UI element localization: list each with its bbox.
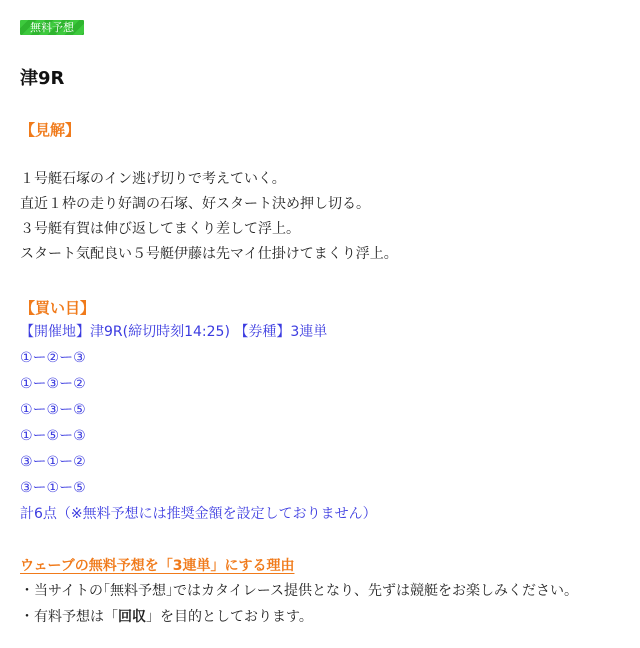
reason-line-2-prefix: ・有料予想は「 [20,609,118,625]
race-title: 津9R [20,68,65,89]
view-line-3: ３号艇有賀は伸び返してまくり差して浮上。 [20,221,300,237]
reason-line-2-bold: 回収 [118,609,146,625]
buy-heading: 【買い目】 [20,299,96,317]
reason-line-2-suffix: 」を目的としております。 [146,609,313,625]
view-line-1: １号艇石塚のイン逃げ切りで考えていく。 [20,171,286,187]
view-line-2: 直近１枠の走り好調の石塚、好スタート決め押し切る。 [20,196,370,212]
reason-line-1: ・当サイトの｢無料予想｣ではカタイレース提供となり、先ずは競艇をお楽しみください。 [20,583,579,599]
reason-line-2 [20,607,313,627]
combo-6: ③ー①ー⑤ [20,480,86,496]
reason-link[interactable]: ウェーブの無料予想を「3連単」にする理由 [20,558,295,574]
combo-2: ①ー③ー② [20,376,86,392]
view-heading: 【見解】 [20,121,81,139]
combo-3: ①ー③ー⑤ [20,402,86,418]
view-line-4: スタート気配良い５号艇伊藤は先マイ仕掛けてまくり浮上。 [20,246,398,262]
combo-4: ①ー⑤ー③ [20,428,86,444]
combo-1: ①ー②ー③ [20,350,86,366]
venue-line: 【開催地】津9R(締切時刻14:25) 【券種】3連単 [20,324,328,340]
free-prediction-badge: 無料予想 [20,20,84,35]
combo-5: ③ー①ー② [20,454,86,470]
total-line: 計6点（※無料予想には推奨金額を設定しておりません） [20,506,377,522]
